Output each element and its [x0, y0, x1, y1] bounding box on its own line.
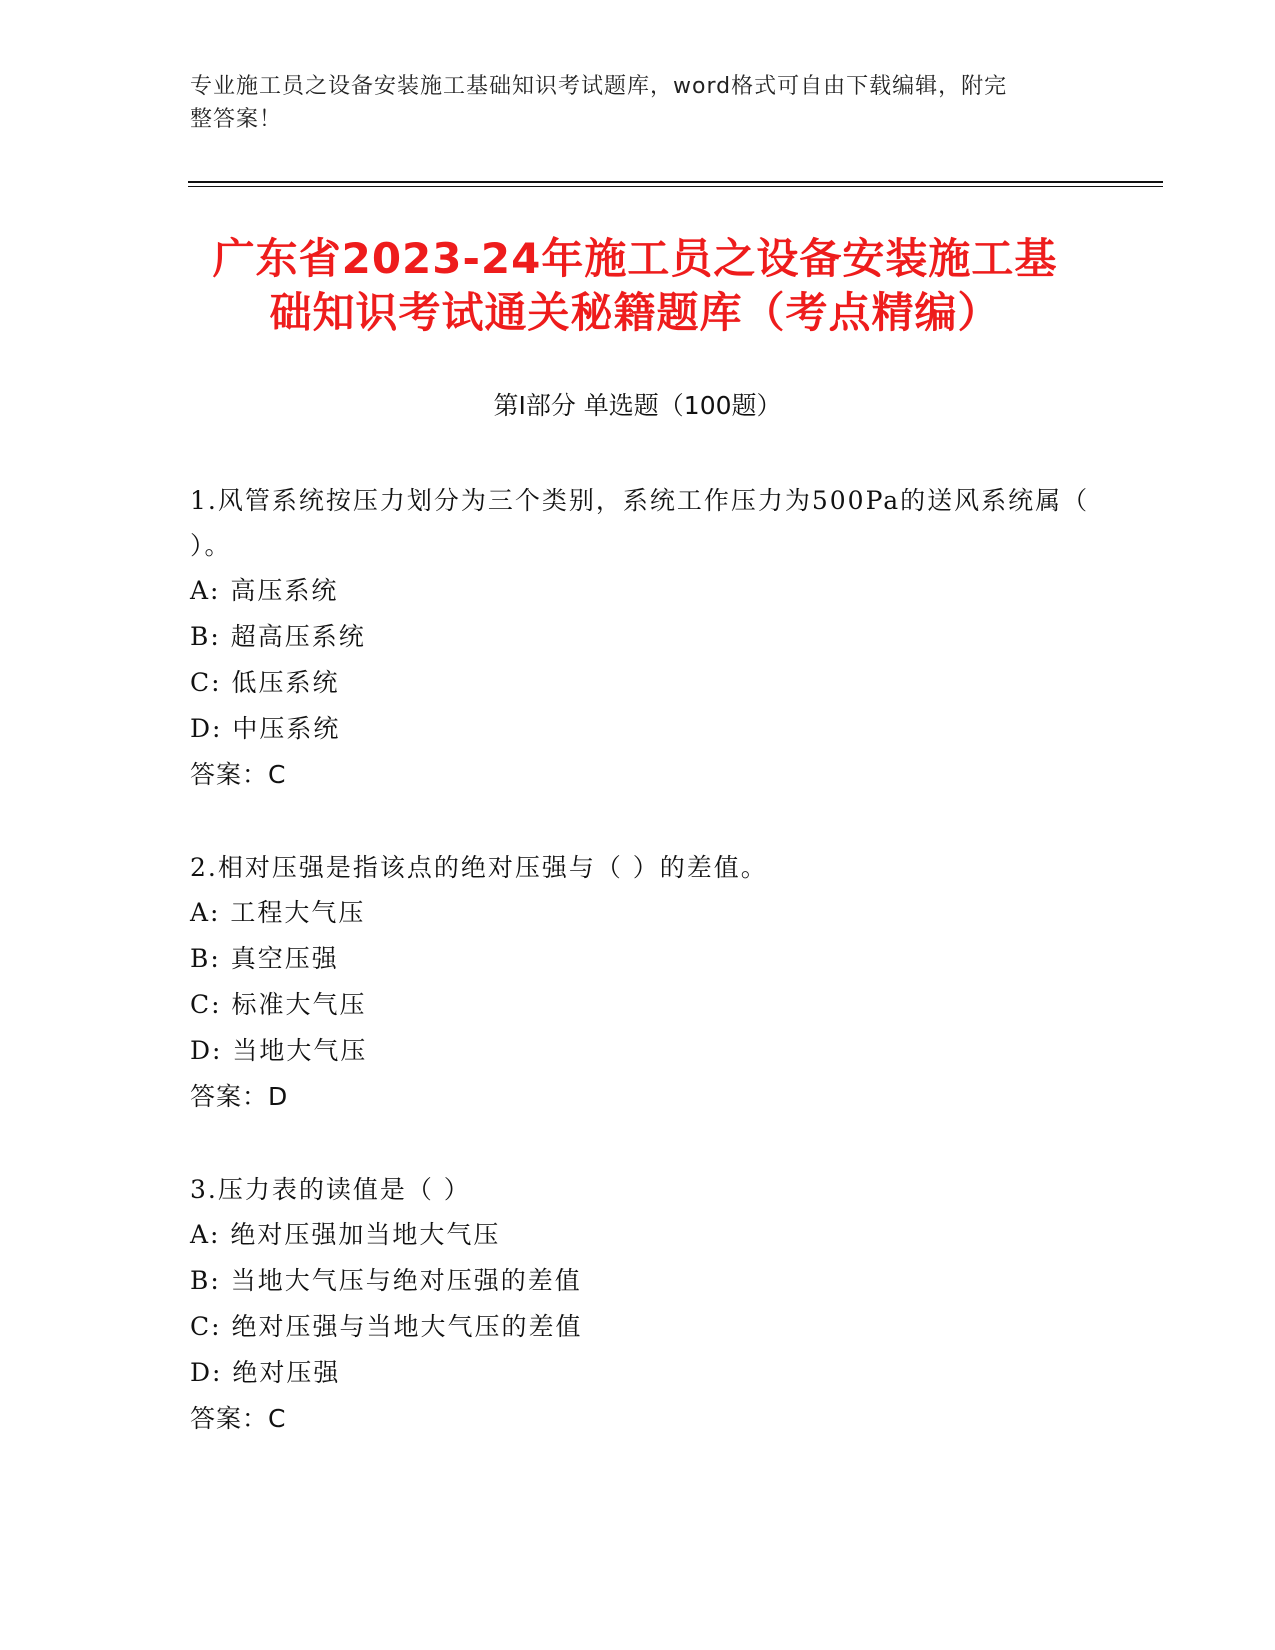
option-a: A: 工程大气压	[190, 898, 366, 927]
option-b: B: 真空压强	[190, 944, 339, 973]
option-d: D: 中压系统	[190, 714, 341, 743]
header-note-line-1: 专业施工员之设备安装施工基础知识考试题库，word格式可自由下载编辑，附完	[190, 74, 1008, 99]
option-d: D: 绝对压强	[190, 1358, 341, 1387]
option-c: C: 绝对压强与当地大气压的差值	[190, 1312, 583, 1341]
question-list	[190, 478, 1090, 1489]
option-b: B: 当地大气压与绝对压强的差值	[190, 1266, 582, 1295]
option-a: A: 绝对压强加当地大气压	[190, 1220, 501, 1249]
section-heading: 第Ⅰ部分 单选题（100题）	[493, 391, 782, 420]
answer: 答案：D	[190, 1082, 289, 1111]
option-c: C: 标准大气压	[190, 990, 367, 1019]
option-d: D: 当地大气压	[190, 1036, 368, 1065]
question-3	[190, 1167, 1090, 1442]
question-stem: 1.风管系统按压力划分为三个类别，系统工作压力为500Pa的送风系统属（ ）。	[190, 486, 1090, 560]
question-2	[190, 845, 1090, 1120]
answer: 答案：C	[190, 760, 287, 789]
question-1	[190, 478, 1090, 798]
question-stem: 3.压力表的读值是（ ）	[190, 1175, 471, 1204]
option-c: C: 低压系统	[190, 668, 340, 697]
header-divider-thin	[188, 186, 1163, 187]
title-line-2: 础知识考试通关秘籍题库（考点精编）	[269, 288, 1001, 337]
header-divider-thick	[188, 181, 1163, 183]
option-b: B: 超高压系统	[190, 622, 366, 651]
title-line-1: 广东省2023-24年施工员之设备安装施工基	[212, 234, 1058, 283]
question-stem: 2.相对压强是指该点的绝对压强与（ ）的差值。	[190, 853, 768, 882]
document-title	[180, 232, 1090, 340]
answer: 答案：C	[190, 1404, 287, 1433]
option-a: A: 高压系统	[190, 576, 339, 605]
header-note-line-2: 整答案！	[190, 107, 283, 132]
header-note	[190, 70, 1070, 136]
